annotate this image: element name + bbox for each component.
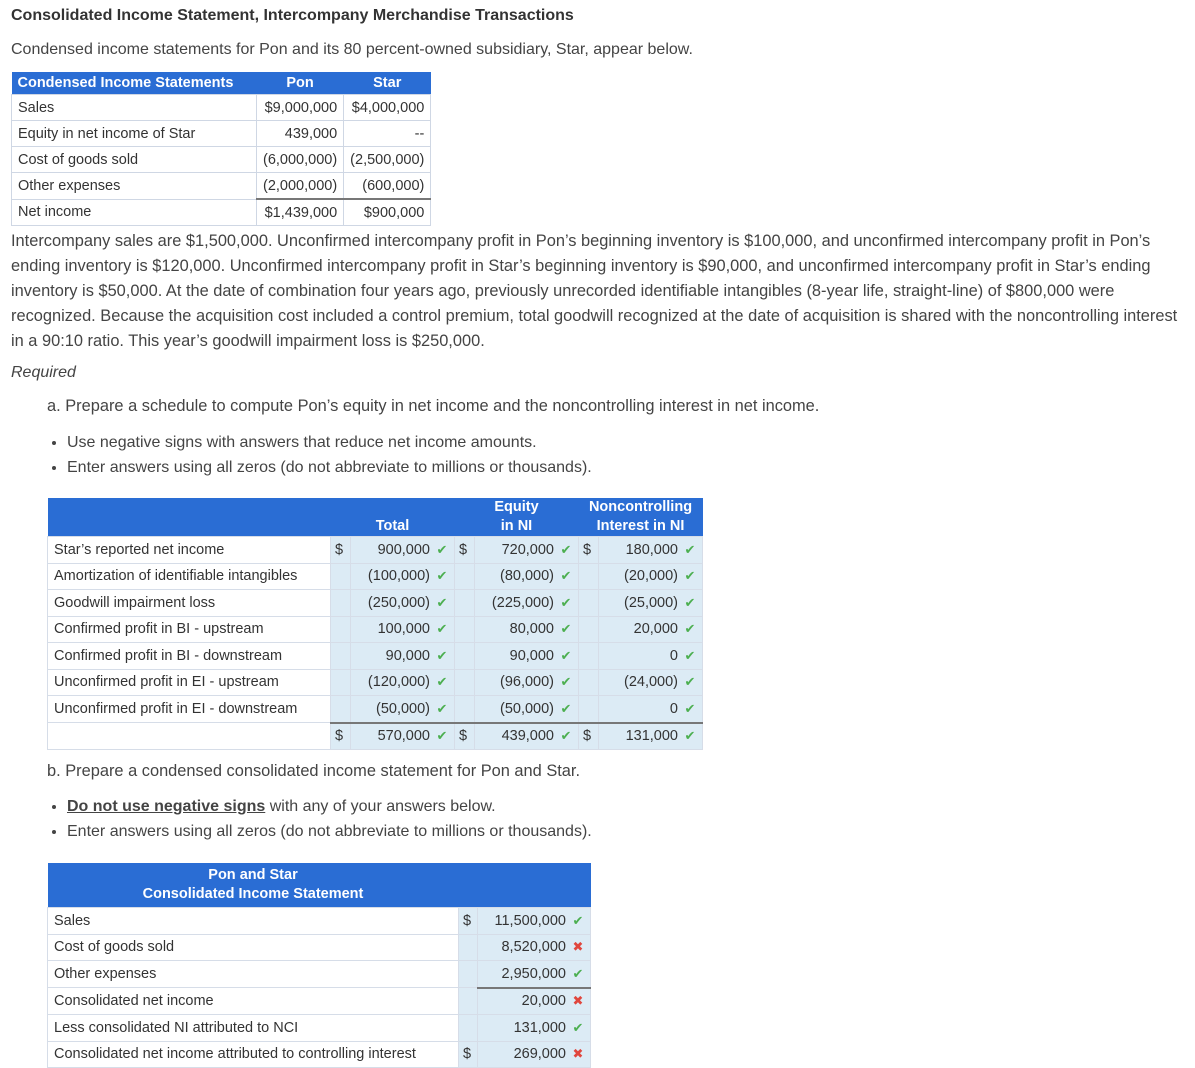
table-row [48,590,703,617]
part-b-prompt: b. Prepare a condensed consolidated income statement for Pon and Star. [47,762,581,780]
row-label: Confirmed profit in BI - downstream [48,643,331,670]
table-row [48,616,703,643]
row-label: Unconfirmed profit in EI - downstream [48,696,331,723]
star-value: -- [344,121,431,147]
currency-symbol: $ [455,537,475,564]
currency-symbol [455,669,475,696]
row-label [48,723,331,750]
row-label: Less consolidated NI attributed to NCI [48,1015,459,1042]
equity-answer-input[interactable]: 439,000 ✔ [474,723,578,750]
equity-answer-input[interactable]: 90,000 ✔ [474,643,578,670]
row-label: Unconfirmed profit in EI - upstream [48,669,331,696]
table-row [12,173,431,200]
answer-input[interactable]: 269,000 ✖ [478,1041,591,1068]
table-row [48,563,703,590]
check-icon: ✔ [436,674,448,690]
check-icon: ✔ [436,594,448,610]
check-icon: ✔ [436,728,448,744]
total-answer-input[interactable]: 570,000 ✔ [350,723,454,750]
row-label: Cost of goods sold [12,147,257,173]
equity-answer-input[interactable]: (80,000) ✔ [474,563,578,590]
check-icon: ✔ [560,594,572,610]
currency-symbol [455,563,475,590]
total-answer-input[interactable]: 90,000 ✔ [350,643,454,670]
table-row [48,696,703,723]
check-icon: ✔ [684,674,696,690]
t3-header-blank [459,863,591,908]
row-label: Star’s reported net income [48,537,331,564]
nci-answer-input[interactable]: 20,000 ✔ [598,616,702,643]
total-answer-input[interactable]: 900,000 ✔ [350,537,454,564]
currency-symbol [579,669,599,696]
row-label: Net income [12,199,257,226]
check-icon: ✔ [572,1019,584,1035]
nci-answer-input[interactable]: 180,000 ✔ [598,537,702,564]
currency-symbol [579,590,599,617]
equity-answer-input[interactable]: (96,000) ✔ [474,669,578,696]
table-row [12,121,431,147]
nci-answer-input[interactable]: 131,000 ✔ [598,723,702,750]
answer-input[interactable]: 11,500,000 ✔ [478,908,591,935]
pon-value: (2,000,000) [257,173,344,200]
currency-symbol: $ [459,1041,478,1068]
part-a-instructions [47,430,592,480]
check-icon: ✔ [436,647,448,663]
check-icon: ✔ [684,700,696,716]
row-label: Cost of goods sold [48,934,459,961]
currency-symbol [331,669,351,696]
nci-answer-input[interactable]: (20,000) ✔ [598,563,702,590]
row-label: Sales [12,95,257,121]
currency-symbol [579,563,599,590]
row-label: Other expenses [48,961,459,988]
table-row [48,669,703,696]
check-icon: ✔ [436,568,448,584]
check-icon: ✔ [436,541,448,557]
currency-symbol [331,616,351,643]
row-label: Other expenses [12,173,257,200]
currency-symbol: $ [459,908,478,935]
answer-input[interactable]: 8,520,000 ✖ [478,934,591,961]
part-b-instructions [47,794,592,844]
pon-value: 439,000 [257,121,344,147]
currency-symbol [459,934,478,961]
nci-answer-input[interactable]: (25,000) ✔ [598,590,702,617]
currency-symbol: $ [579,723,599,750]
row-label: Consolidated net income attributed to controlling interest [48,1041,459,1068]
check-icon: ✔ [684,594,696,610]
total-answer-input[interactable]: (50,000) ✔ [350,696,454,723]
currency-symbol [331,696,351,723]
answer-input[interactable]: 131,000 ✔ [478,1015,591,1042]
table-row [12,95,431,121]
table-row [48,934,591,961]
t1-header-star: Star [344,72,431,95]
equity-answer-input[interactable]: 720,000 ✔ [474,537,578,564]
check-icon: ✔ [572,912,584,928]
currency-symbol [331,590,351,617]
currency-symbol: $ [331,723,351,750]
currency-symbol [455,696,475,723]
table-row [12,147,431,173]
currency-symbol: $ [579,537,599,564]
check-icon: ✔ [684,728,696,744]
row-label: Sales [48,908,459,935]
pon-value: $9,000,000 [257,95,344,121]
table-row [48,1015,591,1042]
total-answer-input[interactable]: (100,000) ✔ [350,563,454,590]
check-icon: ✔ [560,568,572,584]
cross-icon: ✖ [572,1046,584,1062]
currency-symbol [459,1015,478,1042]
check-icon: ✔ [560,700,572,716]
total-answer-input[interactable]: 100,000 ✔ [350,616,454,643]
answer-input[interactable]: 2,950,000 ✔ [478,961,591,988]
check-icon: ✔ [436,700,448,716]
row-label: Goodwill impairment loss [48,590,331,617]
table-row [48,1041,591,1068]
star-value: (2,500,000) [344,147,431,173]
page-title: Consolidated Income Statement, Intercompany Merchandise Transactions [11,7,574,24]
nci-answer-input[interactable]: 0 ✔ [598,643,702,670]
cross-icon: ✖ [572,939,584,955]
t2-header-blank [48,498,331,537]
t3-header: Pon and Star Consolidated Income Statement [48,863,459,908]
answer-input[interactable]: 20,000 ✖ [478,988,591,1015]
pon-value: (6,000,000) [257,147,344,173]
check-icon: ✔ [684,621,696,637]
currency-symbol [331,563,351,590]
instruction-item: • Use negative signs with answers that reduce net income amounts. [67,430,592,455]
row-label: Equity in net income of Star [12,121,257,147]
equity-answer-input[interactable]: (225,000) ✔ [474,590,578,617]
star-value: $4,000,000 [344,95,431,121]
currency-symbol [459,961,478,988]
pon-value: $1,439,000 [257,199,344,226]
table-row [48,908,591,935]
equity-answer-input[interactable]: (50,000) ✔ [474,696,578,723]
total-answer-input[interactable]: (250,000) ✔ [350,590,454,617]
part-a-prompt: a. Prepare a schedule to compute Pon’s equity in net income and the noncontrolling interest in net income. [47,397,820,415]
instruction-item: • Do not use negative signs with any of your answers below. [67,794,592,819]
currency-symbol [459,988,478,1015]
nci-answer-input[interactable]: (24,000) ✔ [598,669,702,696]
check-icon: ✔ [684,568,696,584]
table-row [48,537,703,564]
currency-symbol [579,643,599,670]
check-icon: ✔ [560,621,572,637]
nci-answer-input[interactable]: 0 ✔ [598,696,702,723]
currency-symbol [579,616,599,643]
consolidated-income-table [47,863,591,1068]
equity-answer-input[interactable]: 80,000 ✔ [474,616,578,643]
t2-header-equity: Equity in NI [455,498,579,537]
t2-header-nci: Noncontrolling Interest in NI [579,498,703,537]
currency-symbol: $ [455,723,475,750]
problem-paragraph: Intercompany sales are $1,500,000. Unconfirmed intercompany profit in Pon’s beginning inventory is $100,000, and unconfirmed intercompany profit in Pon’s ending inventory is $120,000. Unconfirmed intercompany profit in Star’s beginning inventory is $90,000, and unconfirmed intercompany profit in Star’s ending inventory is $50,000. At the date of combination four years ago, previously unrecorded identifiable intangibles (8-year life, straight-line) of $800,000 were recognized. Because the acquisition cost included a control premium, total goodwill recognized at the date of acquisition is shared with the noncontrolling interest in a 90:10 ratio. This year’s goodwill impairment loss is $250,000. [11,232,1178,350]
table-row [12,199,431,226]
check-icon: ✔ [684,647,696,663]
check-icon: ✔ [684,541,696,557]
instruction-item: • Enter answers using all zeros (do not abbreviate to millions or thousands). [67,819,592,844]
table-row [48,961,591,988]
total-answer-input[interactable]: (120,000) ✔ [350,669,454,696]
equity-schedule-table [47,498,703,750]
currency-symbol [331,643,351,670]
t2-header-total: Total [331,498,455,537]
condensed-income-table [11,72,431,226]
row-label: Consolidated net income [48,988,459,1015]
t1-header-label: Condensed Income Statements [12,72,257,95]
row-label: Amortization of identifiable intangibles [48,563,331,590]
table-row [48,723,703,750]
currency-symbol [455,616,475,643]
currency-symbol: $ [331,537,351,564]
check-icon: ✔ [572,965,584,981]
currency-symbol [455,590,475,617]
star-value: (600,000) [344,173,431,200]
t1-header-pon: Pon [257,72,344,95]
table-row [48,643,703,670]
instruction-item: • Enter answers using all zeros (do not abbreviate to millions or thousands). [67,455,592,480]
table-row [48,988,591,1015]
cross-icon: ✖ [572,993,584,1009]
check-icon: ✔ [560,728,572,744]
star-value: $900,000 [344,199,431,226]
currency-symbol [579,696,599,723]
required-label: Required [11,364,76,381]
check-icon: ✔ [436,621,448,637]
check-icon: ✔ [560,541,572,557]
check-icon: ✔ [560,647,572,663]
currency-symbol [455,643,475,670]
row-label: Confirmed profit in BI - upstream [48,616,331,643]
check-icon: ✔ [560,674,572,690]
intro-text: Condensed income statements for Pon and its 80 percent-owned subsidiary, Star, appear below. [11,41,693,58]
